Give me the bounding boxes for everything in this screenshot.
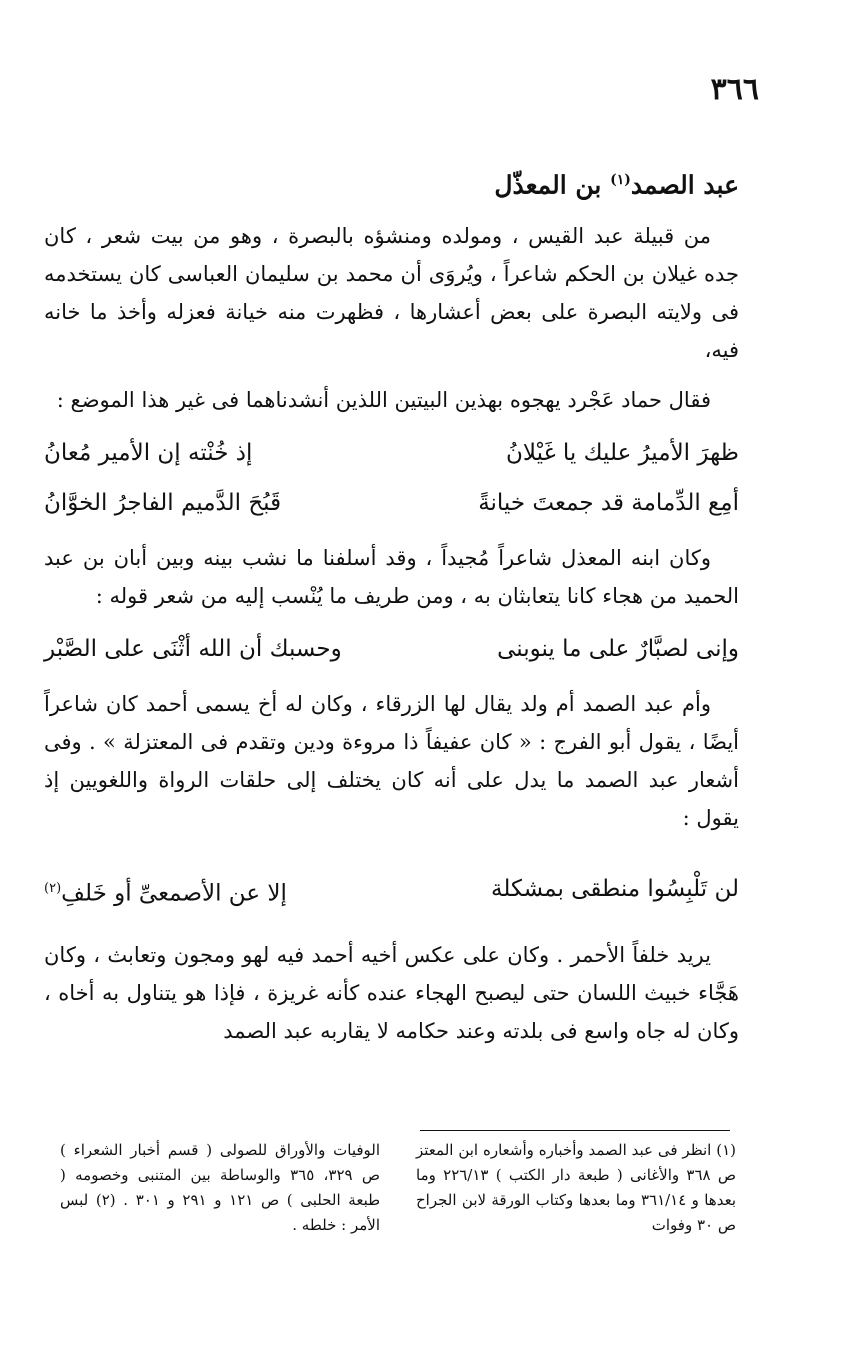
poem-1 [44,431,739,525]
footnotes [60,1138,736,1238]
verse-second-half: إذ خُنْته إن الأمير مُعانُ [44,440,253,467]
footnote-ref-2: (٢) [44,881,62,897]
verse-second-half [44,867,287,916]
verse-line [44,481,739,525]
heading-name-rest: بن المعذّل [494,170,602,200]
footnote-divider [420,1130,730,1131]
section-heading [44,160,739,205]
main-text [44,160,739,1062]
footnote-left-column: الوفيات والأوراق للصولى ( قسم أخبار الشعراء ) ص ٣٢٩، ٣٦٥ والوساطة بين المتنبى وخصومه ( طبعة الحلبى ) ص ١٢١ و ٢٩١ و ٣٠١ . (٢) لبس الأمر : خلطه . [60,1141,381,1234]
verse-first-half: ظهرَ الأميرُ عليك يا غَيْلانُ [506,440,739,467]
paragraph-4: وأم عبد الصمد أم ولد يقال لها الزرقاء ، وكان له أخ يسمى أحمد كان شاعراً أيضًا ، يقول أبو الفرج : « كان عفيفاً ذا مروءة ودين وتقدم فى المعتزلة » . وفى أشعار عبد الصمد ما يدل على أنه كان يختلف إلى حلقات الرواة واللغويين إذ يقول : [44,692,739,831]
verse-first-half: أمِع الدِّمامة قد جمعتَ خيانةً [478,490,739,517]
verse-second-half: قَبُحَ الدَّميم الفاجرُ الخوَّانُ [44,490,282,517]
footnote-right-column: (١) انظر فى عبد الصمد وأخباره وأشعاره ابن المعتز ص ٣٦٨ والأغانى ( طبعة دار الكتب ) ٢٢٦/١٣ وما بعدها و ٣٦١/١٤ وما بعدها وكتاب الورقة لابن الجراح ص ٣٠ وفوات [416,1141,737,1234]
paragraph-2: فقال حماد عَجْرد يهجوه بهذين البيتين اللذين أنشدناهما فى غير هذا الموضع : [56,388,711,413]
verse-line [44,431,739,475]
paragraph-5: يريد خلفاً الأحمر . وكان على عكس أخيه أحمد فيه لهو ومجون وتعابث ، وكان هَجَّاء خبيث اللسان حتى ليصبح الهجاء عنده كأنه غريزة ، فإذا هو يتناول به أخاه ، وكان له جاه واسع فى بلدته وعند حكامه لا يقاربه عبد الصمد [44,942,739,1043]
footnote-ref-1: (١) [610,172,631,188]
paragraph-3: وكان ابنه المعذل شاعراً مُجيداً ، وقد أسلفنا ما نشب بينه وبين أبان بن عبد الحميد من هجاء كانا يتعابثان به ، ومن طريف ما يُنْسب إليه من شعر قوله : [44,546,739,609]
verse-second-half: وحسبك أن الله أثْنَى على الصَّبْر [44,636,342,663]
paragraph-1: من قبيلة عبد القيس ، ومولده ومنشؤه بالبصرة ، وهو من بيت شعر ، كان جده غيلان بن الحكم شاعراً ، ويُروَى أن محمد بن سليمان العباسى كان يستخدمه فى ولايته البصرة على بعض أعشارها ، فظهرت منه خيانة فعزله وأخذ ما خانه فيه، [44,224,739,363]
verse-second-half-text: إلا عن الأصمعىِّ أو خَلفِ [61,880,287,907]
page-number: ٣٦٦ [710,72,759,107]
poem-2 [44,627,739,671]
poem-3 [44,867,739,916]
heading-name: عبد الصمد [630,170,739,200]
verse-first-half: وإنى لصبَّارٌ على ما ينوبنى [497,636,739,663]
verse-line [44,627,739,671]
verse-first-half: لن تَلْبِسُوا منطقى بمشكلة [491,876,739,903]
